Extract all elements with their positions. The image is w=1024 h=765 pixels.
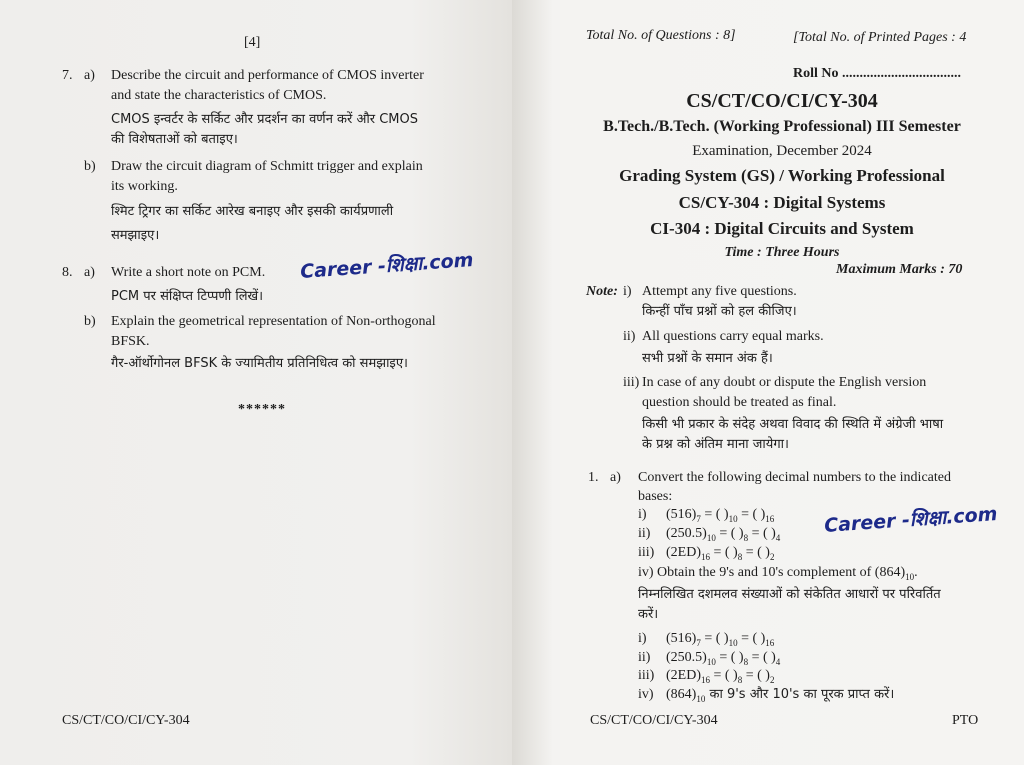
q8b-text-hi-1: गैर-ऑर्थोगोनल BFSK के ज्यामितीय प्रतिनिधित्व को समझाइए। [111,356,408,371]
q7b-text-hi-1: श्मिट ट्रिगर का सर्किट आरेख बनाइए और इसकी कार्यप्रणाली [111,204,394,219]
q7a-text-hi-1: CMOS इन्वर्टर के सर्किट और प्रदर्शन का वर्णन करें और CMOS [111,112,419,127]
footer-code-right: CS/CT/CO/CI/CY-304 [590,713,718,728]
note-ii-en: All questions carry equal marks. [642,329,824,344]
note-ii-label: ii) [623,329,636,344]
page-number: [4] [244,35,261,50]
watermark-left: Career -शिक्षा.com [299,248,475,284]
q1-hi-1: निम्नलिखित दशमलव संख्याओं को संकेतित आधारों पर परिवर्तित [638,587,941,602]
note-label: Note: [586,284,618,299]
q1a-text-en-2: bases: [638,489,673,504]
q8b-text-en-1: Explain the geometrical representation of Non-orthogonal [111,314,436,329]
q7b-text-en-2: its working. [111,179,178,194]
q1-iv-en: iv) Obtain the 9's and 10's complement of $(864)_{10}$. [638,565,918,582]
note-iii-hi-2: के प्रश्न को अंतिम माना जायेगा। [642,437,789,452]
q8a-text-hi-1: PCM पर संक्षिप्त टिप्पणी लिखें। [111,289,264,304]
subject-title-2: CI-304 : Digital Circuits and System [650,219,914,238]
note-iii-en-2: question should be treated as final. [642,395,837,410]
conv-item-en-2: ii) $(250.5)_{10}$ = ( )$_8$ = ( )$_4$ [638,526,781,543]
q7a-text-hi-2: की विशेषताओं को बताइए। [111,132,238,147]
course-title: B.Tech./B.Tech. (Working Professional) III Semester [603,118,961,135]
q7a-text-en-1: Describe the circuit and performance of CMOS inverter [111,68,424,83]
roll-no: Roll No .................................. [793,66,961,81]
q1a-label: a) [610,470,621,485]
note-iii-hi-1: किसी भी प्रकार के संदेह अथवा विवाद की स्थिति में अंग्रेजी भाषा [642,417,944,432]
footer-pto: PTO [952,713,979,728]
time-allowed: Time : Three Hours [724,245,840,260]
q8b-label: b) [84,314,96,329]
q1-iv-hi: iv) $(864)_{10}$ का 9's और 10's का पूरक प्राप्त करें। [638,687,895,704]
paper-code: CS/CT/CO/CI/CY-304 [686,90,878,112]
q7b-text-en-1: Draw the circuit diagram of Schmitt trigger and explain [111,159,423,174]
total-printed-pages: [Total No. of Printed Pages : 4 [793,30,967,45]
conv-item-en-1: i) $(516)_7$ = ( )$_{10}$ = ( )$_{16}$ [638,507,775,524]
note-i-label: i) [623,284,632,299]
q7a-text-en-2: and state the characteristics of CMOS. [111,88,327,103]
conv-item-hi-1: i) $(516)_7$ = ( )$_{10}$ = ( )$_{16}$ [638,631,775,648]
footer-code-left: CS/CT/CO/CI/CY-304 [62,713,190,728]
note-iii-en-1: In case of any doubt or dispute the English version [642,375,927,390]
q7b-label: b) [84,159,96,174]
watermark-right: Career -शिक्षा.com [823,502,999,538]
conv-item-hi-3: iii) $(2ED)_{16}$ = ( )$_8$ = ( )$_2$ [638,668,775,685]
note-i-hi: किन्हीं पाँच प्रश्नों को हल कीजिए। [642,304,797,319]
q1-number: 1. [588,470,599,485]
conv-item-hi-2: ii) $(250.5)_{10}$ = ( )$_8$ = ( )$_4$ [638,650,781,667]
note-iii-label: iii) [623,375,640,390]
subject-title-1: CS/CY-304 : Digital Systems [678,193,886,212]
note-i-en: Attempt any five questions. [642,284,797,299]
maximum-marks: Maximum Marks : 70 [836,262,963,277]
q7a-label: a) [84,68,95,83]
q7-number: 7. [62,68,73,83]
grading-system: Grading System (GS) / Working Professional [619,166,945,185]
total-questions: Total No. of Questions : 8] [586,28,736,43]
end-mark: ****** [238,402,286,417]
q8b-text-en-2: BFSK. [111,334,150,349]
q8a-text-en-1: Write a short note on PCM. [111,265,266,280]
q1a-text-en-1: Convert the following decimal numbers to the indicated [638,470,951,485]
right-page [512,0,1024,765]
exam-session: Examination, December 2024 [692,143,872,159]
q8a-label: a) [84,265,95,280]
q7b-text-hi-2: समझाइए। [111,228,160,243]
q1-hi-2: करें। [638,607,659,622]
conv-item-en-3: iii) $(2ED)_{16}$ = ( )$_8$ = ( )$_2$ [638,545,775,562]
note-ii-hi: सभी प्रश्नों के समान अंक हैं। [642,351,773,366]
q8-number: 8. [62,265,73,280]
